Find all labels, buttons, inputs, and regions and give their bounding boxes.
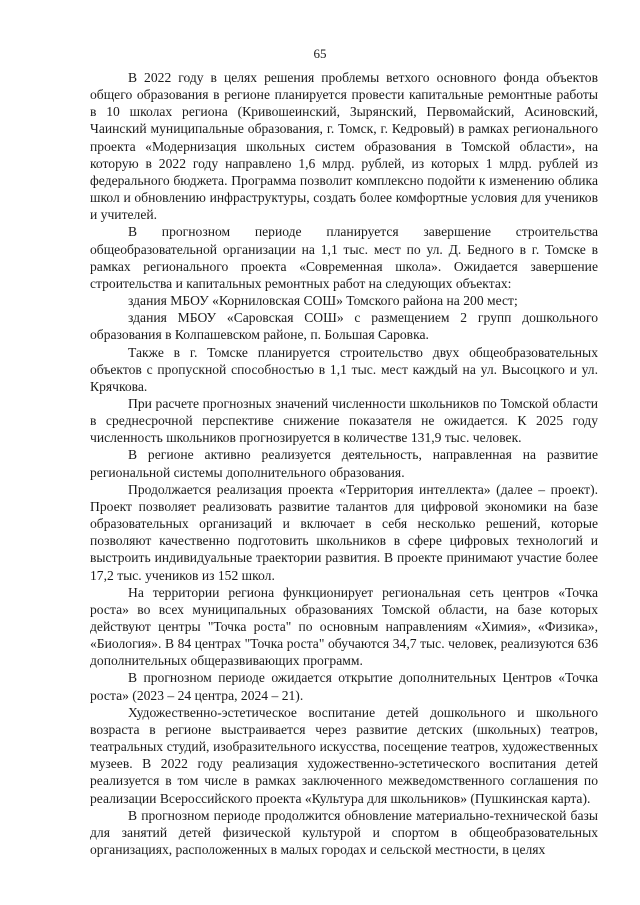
- paragraph: Также в г. Томске планируется строительство двух общеобразовательных объектов с пропускной способностью в 1,1 тыс. мест каждый на ул. Высоцкого и ул. Крячкова.: [90, 344, 598, 394]
- paragraph: В регионе активно реализуется деятельность, направленная на развитие региональной системы дополнительного образования.: [90, 447, 598, 480]
- paragraph: В прогнозном периоде планируется завершение строительства общеобразовательной организации на 1,1 тыс. мест по ул. Д. Бедного в г. Томске в рамках регионального проекта «Современная школа». Ожидается завершение строительства и капитальных ремонтных работ на следующих объектах:: [90, 224, 598, 291]
- paragraph: Продолжается реализация проекта «Территория интеллекта» (далее – проект). Проект позволяет реализовать развитие талантов для цифровой экономики на базе образовательных организаций и включает в себя несколько решений, которые позволяют качественно подготовить школьников в сфере цифровых технологий и выстроить индивидуальные траектории развития. В проекте принимают участие более 17,2 тыс. учеников из 152 школ.: [90, 481, 598, 583]
- page-number: 65: [313, 46, 327, 61]
- list-item: здания МБОУ «Корниловская СОШ» Томского района на 200 мест;: [128, 293, 518, 309]
- paragraph: При расчете прогнозных значений численности школьников по Томской области в среднесрочной перспективе снижение показателя не ожидается. К 2025 году численность школьников прогнозируется в количестве 131,9 тыс. человек.: [90, 395, 598, 446]
- paragraph: В прогнозном периоде продолжится обновление материально-технической базы для занятий детей физической культурой и спортом в общеобразовательных организациях, расположенных в малых городах и сельской местности, в целях: [90, 807, 598, 858]
- body-text: [90, 69, 598, 858]
- paragraph: В прогнозном периоде ожидается открытие дополнительных Центров «Точка роста» (2023 – 24 центра, 2024 – 21).: [90, 670, 598, 703]
- paragraph: Художественно-эстетическое воспитание детей дошкольного и школьного возраста в регионе выстраивается через развитие детских (школьных) театров, театральных студий, изобразительного искусства, посещение театров, художественных музеев. В 2022 году реализация художественно-эстетического воспитания детей реализуется в том числе в рамках заключенного межведомственного соглашения по реализации Всероссийского проекта «Культура для школьников» (Пушкинская карта).: [90, 704, 598, 806]
- list-item: здания МБОУ «Саровская СОШ» с размещением 2 групп дошкольного образования в Колпашевском районе, п. Большая Саровка.: [90, 310, 598, 343]
- paragraph: В 2022 году в целях решения проблемы ветхого основного фонда объектов общего образования в регионе планируется провести капитальные ремонтные работы в 10 школах региона (Кривошеинский, Зырянский, Первомайский, Асиновский, Чаинский муниципальные образования, г. Томск, г. Кедровый) в рамках регионального проекта «Модернизация школьных систем образования в Томской области», на которую в 2022 году направлено 1,6 млрд. рублей, из которых 1 млрд. рублей из федерального бюджета. Программа позволит комплексно подойти к изменению облика школ и обновлению инфраструктуры, создать более комфортные условия для учеников и учителей.: [90, 70, 598, 223]
- paragraph: На территории региона функционирует региональная сеть центров «Точка роста» во всех муниципальных образованиях Томской области, на базе которых действуют центры "Точка роста" по основным направлениям «Химия», «Физика», «Биология». В 84 центрах "Точка роста" обучаются 34,7 тыс. человек, реализуются 636 дополнительных общеразвивающих программ.: [90, 584, 598, 669]
